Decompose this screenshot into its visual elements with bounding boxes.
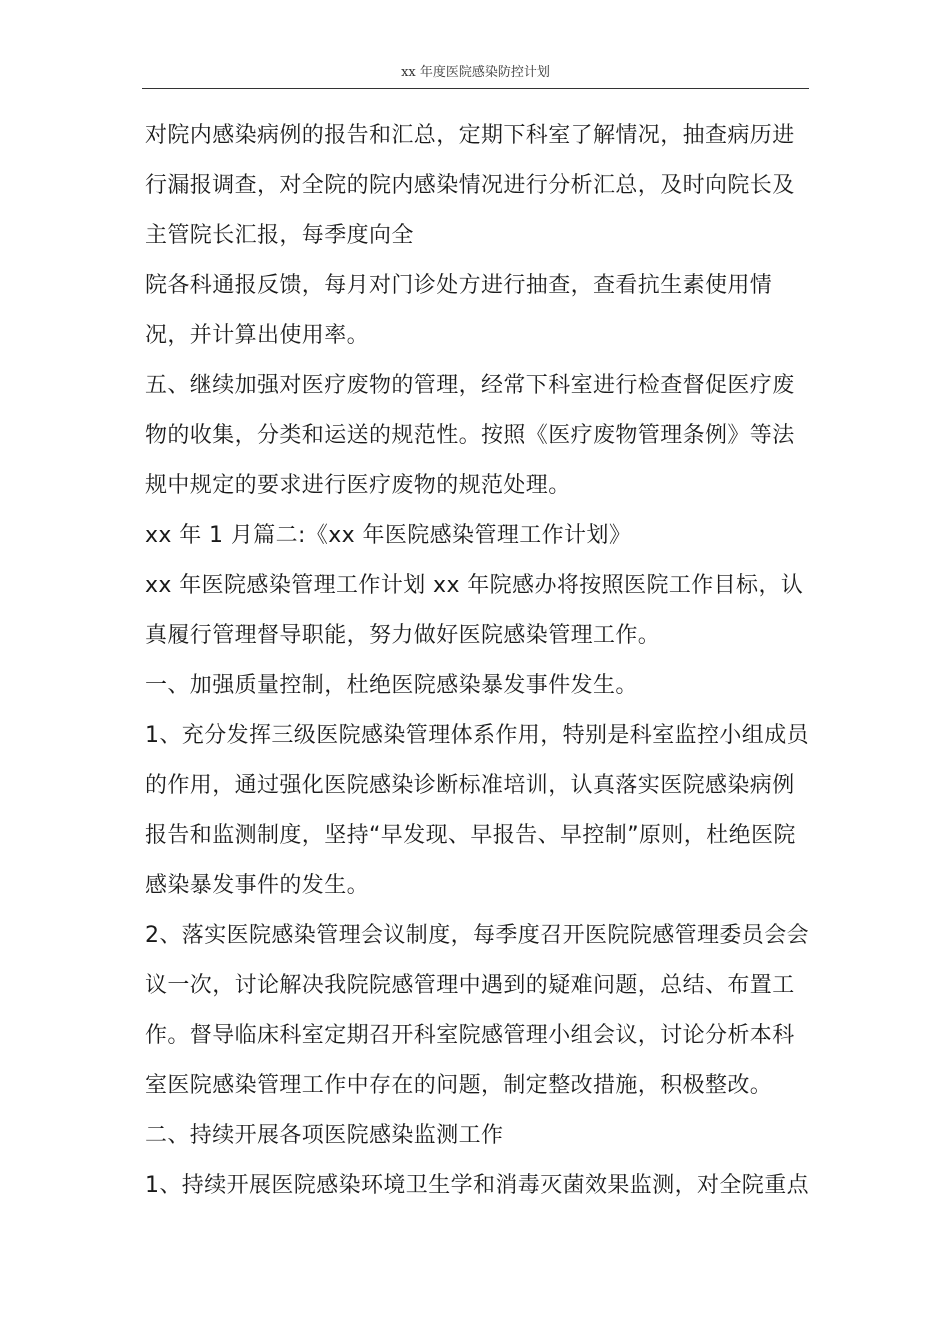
paragraph: 院各科通报反馈，每月对门诊处方进行抽查，查看抗生素使用情况，并计算出使用率。 <box>145 273 773 348</box>
paragraph: 2、落实医院感染管理会议制度，每季度召开医院院感管理委员会会议一次，讨论解决我院院感管理中遇到的疑难问题，总结、布置工作。督导临床科室定期召开科室院感管理小组会议，讨论分析本科室医院感染管理工作中存在的问题，制定整改措施，积极整改。 <box>145 923 809 1098</box>
paragraph: 五、继续加强对医疗废物的管理，经常下科室进行检查督促医疗废物的收集，分类和运送的规范性。按照《医疗废物管理条例》等法规中规定的要求进行医疗废物的规范处理。 <box>145 373 795 498</box>
paragraph: xx 年医院感染管理工作计划 xx 年院感办将按照医院工作目标，认真履行管理督导职能，努力做好医院感染管理工作。 <box>145 573 804 648</box>
paragraph: xx 年 1 月篇二:《xx 年医院感染管理工作计划》 <box>145 523 632 548</box>
document-body <box>145 111 815 1211</box>
section-heading: 一、加强质量控制，杜绝医院感染暴发事件发生。 <box>145 673 638 698</box>
section-heading: 二、持续开展各项医院感染监测工作 <box>145 1123 504 1148</box>
paragraph: 1、持续开展医院感染环境卫生学和消毒灭菌效果监测，对全院重点 <box>145 1173 809 1198</box>
page-header: xx 年度医院感染防控计划 <box>401 65 550 80</box>
paragraph: 1、充分发挥三级医院感染管理体系作用，特别是科室监控小组成员的作用，通过强化医院感染诊断标准培训，认真落实医院感染病例报告和监测制度，坚持“早发现、早报告、早控制”原则，杜绝医院感染暴发事件的发生。 <box>145 723 809 898</box>
header-divider <box>142 88 809 89</box>
paragraph: 对院内感染病例的报告和汇总，定期下科室了解情况，抽查病历进行漏报调查，对全院的院内感染情况进行分析汇总，及时向院长及主管院长汇报，每季度向全 <box>145 123 795 248</box>
